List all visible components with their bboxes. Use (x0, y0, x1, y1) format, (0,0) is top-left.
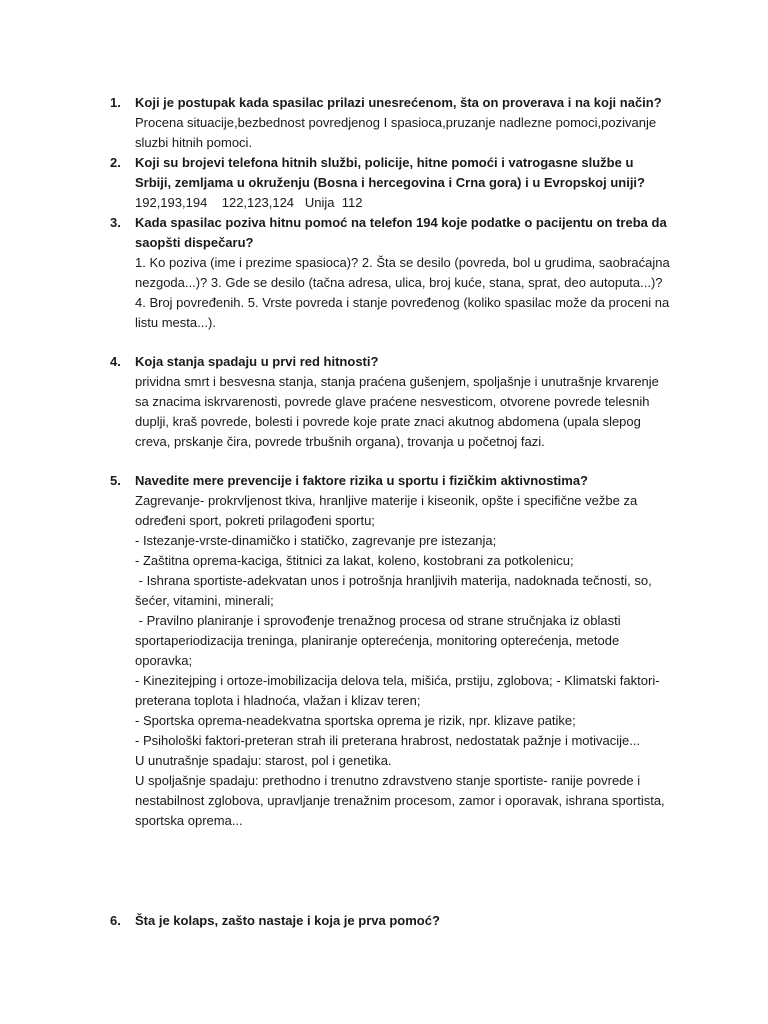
answer-text: Procena situacije,bezbednost povredjenog I spasioca,pruzanje nadlezne pomoci,pozivanje sluzbi hitnih pomoci. (135, 115, 660, 150)
question-title: Koji su brojevi telefona hitnih službi, policije, hitne pomoći i vatrogasne službe u Srbiji, zemljama u okruženju (Bosna i hercegovina i Crna gora) i u Evropskoj uniji? (135, 155, 645, 190)
answer-text: prividna smrt i besvesna stanja, stanja praćena gušenjem, spoljašnje i unutrašnje krvarenje sa znacima iskrvarenosti, povrede glave praćene nesvesticom, otvorene povrede telesnih duplji, kraš povrede, bolesti i povrede koje prate znaci akutnog abdomena (upala slepog creva, prskanje čira, povrede trbušnih organa), trovanja u početnoj fazi. (135, 374, 663, 449)
answer-text: 192,193,194 122,123,124 Unija 112 (135, 195, 363, 210)
answer-line: Zagrevanje- prokrvljenost tkiva, hranljive materije i kiseonik, opšte i specifične vežbe za određeni sport, pokreti prilagođeni sportu; (135, 493, 641, 528)
answer-line: - Istezanje-vrste-dinamičko i statičko, zagrevanje pre istezanja; (135, 533, 497, 548)
answer-line: - Ishrana sportiste-adekvatan unos i potrošnja hranljivih materija, nadoknada tečnosti, so, šećer, vitamini, minerali; (135, 573, 656, 608)
answer-line: - Sportska oprema-neadekvatna sportska oprema je rizik, npr. klizave patike; (135, 713, 576, 728)
question-title: Šta je kolaps, zašto nastaje i koja je prva pomoć? (135, 913, 440, 928)
question-title: Koja stanja spadaju u prvi red hitnosti? (135, 354, 379, 369)
question-title: Kada spasilac poziva hitnu pomoć na telefon 194 koje podatke o pacijentu on treba da saopšti dispečaru? (135, 215, 667, 250)
question-4 (110, 352, 670, 452)
answer-line: U spoljašnje spadaju: prethodno i trenutno zdravstveno stanje sportiste- ranije povrede i nestabilnost zglobova, upravljanje trenažnim procesom, zamor i oporavak, ishrana sportista, sportska oprema... (135, 773, 669, 828)
question-number: 5. (110, 473, 121, 488)
question-number: 4. (110, 354, 121, 369)
question-5 (110, 471, 670, 831)
question-number: 3. (110, 215, 121, 230)
answer-line: U unutrašnje spadaju: starost, pol i genetika. (135, 753, 392, 768)
question-title: Navedite mere prevencije i faktore rizika u sportu i fizičkim aktivnostima? (135, 473, 588, 488)
answer-line: - Zaštitna oprema-kaciga, štitnici za lakat, koleno, kostobrani za potkolenicu; (135, 553, 574, 568)
question-title: Koji je postupak kada spasilac prilazi unesrećenom, šta on proverava i na koji način? (135, 95, 662, 110)
question-2 (110, 153, 670, 213)
answer-line: - Kinezitejping i ortoze-imobilizacija delova tela, mišića, prstiju, zglobova; - Klimatski faktori-preterana toplota i hladnoća, vlažan i klizav teren; (135, 673, 660, 708)
question-6 (110, 911, 670, 931)
question-3 (110, 213, 674, 333)
question-1 (110, 93, 670, 153)
question-number: 2. (110, 155, 121, 170)
answer-text: 1. Ko poziva (ime i prezime spasioca)? 2. Šta se desilo (povreda, bol u grudima, saobraćajna nezgoda...)? 3. Gde se desilo (tačna adresa, ulica, broj kuće, stana, sprat, deo autoputa...)? 4. Broj povređenih. 5. Vrste povreda i stanje povređenog (koliko spasilac može da proceni na listu mesta...). (135, 255, 674, 330)
question-number: 6. (110, 913, 121, 928)
answer-line: - Pravilno planiranje i sprovođenje trenažnog procesa od strane stručnjaka iz oblasti sportaperiodizacija treninga, planiranje opterećenja, monitoring opterećenja, metode oporavka; (135, 613, 625, 668)
answer-line: - Psihološki faktori-preteran strah ili preterana hrabrost, nedostatak pažnje i motivacije... (135, 733, 641, 748)
question-number: 1. (110, 95, 121, 110)
